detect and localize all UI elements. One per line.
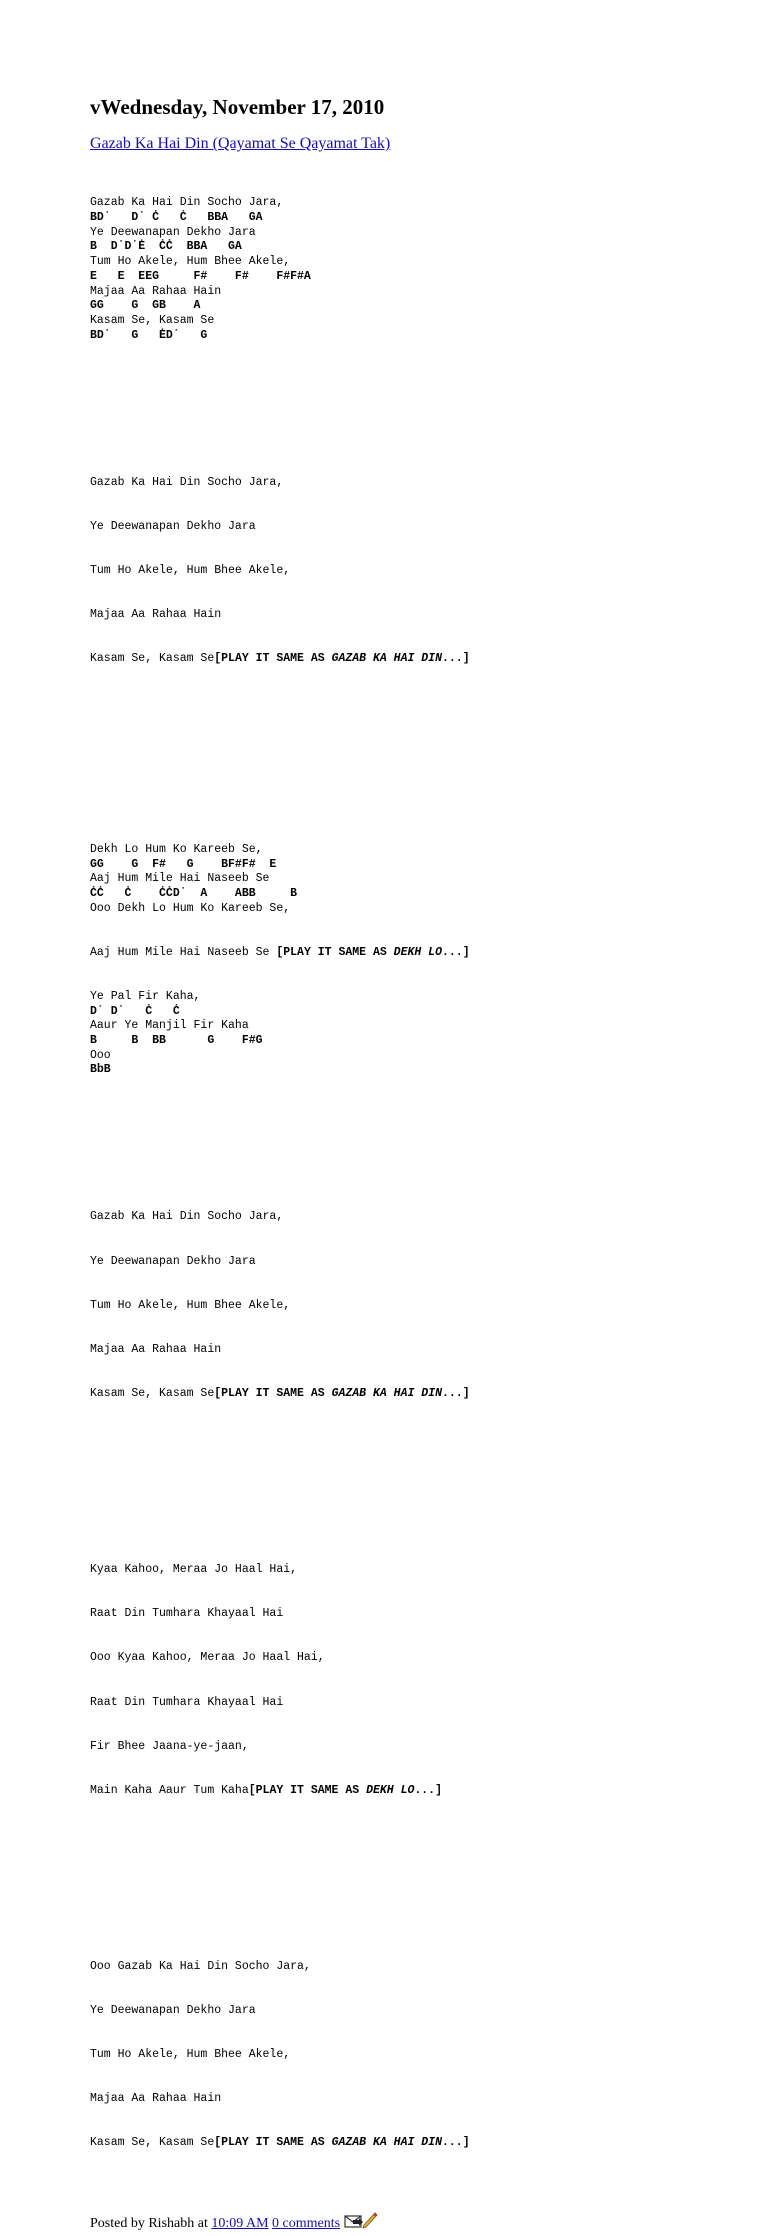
- lyric-line-with-instruction: Kasam Se, Kasam Se[PLAY IT SAME AS GAZAB KA HAI DIN...]: [90, 2136, 470, 2150]
- spacer: [90, 1475, 730, 1490]
- lyric-line: Gazab Ka Hai Din Socho Jara,: [90, 196, 284, 210]
- spacer: [90, 1122, 730, 1137]
- lyric-line: Raat Din Tumhara Khayaal Hai: [90, 1607, 284, 1621]
- post-body: [90, 167, 730, 2210]
- lyric-line: Majaa Aa Rahaa Hain: [90, 284, 222, 298]
- lyric-line-with-instruction: Main Kaha Aaur Tum Kaha[PLAY IT SAME AS DEKH LO...]: [90, 1783, 442, 1797]
- chord-line: B D˙D˙Ė ĊĊ BBA GA: [90, 240, 242, 254]
- lyric-line: Tum Ho Akele, Hum Bhee Akele,: [90, 563, 291, 577]
- bridge: [90, 1534, 730, 1828]
- lyric-line-with-instruction: Aaj Hum Mile Hai Naseeb Se [PLAY IT SAME AS DEKH LO...]: [90, 945, 470, 959]
- chord-line: B B BB G F#G: [90, 1034, 263, 1048]
- lyric-line: Tum Ho Akele, Hum Bhee Akele,: [90, 2048, 291, 2062]
- lyric-line: Gazab Ka Hai Din Socho Jara,: [90, 1210, 284, 1224]
- lyric-line: Majaa Aa Rahaa Hain: [90, 607, 222, 621]
- play-instruction: [PLAY IT SAME AS GAZAB KA HAI DIN...]: [214, 651, 470, 665]
- chorus-repeat-1: [90, 446, 730, 696]
- spacer: [90, 784, 730, 799]
- lyric-line: Ooo Kyaa Kahoo, Meraa Jo Haal Hai,: [90, 1651, 325, 1665]
- lyric-line: Raat Din Tumhara Khayaal Hai: [90, 1695, 284, 1709]
- lyric-line: Ooo: [90, 1048, 111, 1062]
- lyric-line: Fir Bhee Jaana-ye-jaan,: [90, 1739, 249, 1753]
- verse-2b: [90, 990, 730, 1078]
- lyric-line-with-instruction: Kasam Se, Kasam Se[PLAY IT SAME AS GAZAB KA HAI DIN...]: [90, 1386, 470, 1400]
- chord-line: BD˙ G ĖD˙ G: [90, 328, 208, 342]
- lyric-line-with-instruction: Kasam Se, Kasam Se[PLAY IT SAME AS GAZAB KA HAI DIN...]: [90, 651, 470, 665]
- comments-link[interactable]: 0 comments: [272, 2215, 341, 2231]
- lyric-line: Ooo Gazab Ka Hai Din Socho Jara,: [90, 1960, 311, 1974]
- chord-line: BbB: [90, 1063, 111, 1077]
- verse-1: [90, 196, 730, 343]
- play-instruction: [PLAY IT SAME AS DEKH LO...]: [248, 1783, 442, 1797]
- spacer: [90, 387, 730, 402]
- post-footer: [90, 2210, 730, 2236]
- chord-line: BD˙ D˙ Ċ Ċ BBA GA: [90, 211, 263, 225]
- lyric-line: Tum Ho Akele, Hum Bhee Akele,: [90, 255, 291, 269]
- lyric-line: Kyaa Kahoo, Meraa Jo Haal Hai,: [90, 1563, 298, 1577]
- chord-line: GG G F# G BF#F# E: [90, 857, 277, 871]
- email-post-icon[interactable]: [344, 2210, 378, 2236]
- lyric-line: Ye Pal Fir Kaha,: [90, 990, 201, 1003]
- post-time-link[interactable]: 10:09 AM: [211, 2215, 269, 2231]
- lyric-line: Majaa Aa Rahaa Hain: [90, 1342, 222, 1356]
- lyric-line: Ye Deewanapan Dekho Jara: [90, 2004, 256, 2018]
- lyric-line: Ye Deewanapan Dekho Jara: [90, 1254, 256, 1268]
- lyric-line: Ye Deewanapan Dekho Jara: [90, 225, 256, 239]
- lyric-line: Tum Ho Akele, Hum Bhee Akele,: [90, 1298, 291, 1312]
- lyric-line: Dekh Lo Hum Ko Kareeb Se,: [90, 843, 263, 857]
- play-instruction: [PLAY IT SAME AS GAZAB KA HAI DIN...]: [214, 2136, 470, 2150]
- lyric-line: Aaj Hum Mile Hai Naseeb Se: [90, 872, 270, 886]
- lyric-line: Aaur Ye Manjil Fir Kaha: [90, 1019, 249, 1033]
- posted-by: Posted by Rishabh at: [90, 2215, 212, 2231]
- chord-line: GG G GB A: [90, 299, 201, 313]
- spacer: [90, 740, 730, 755]
- date-header: vWednesday, November 17, 2010: [90, 95, 385, 119]
- chord-line: D˙ D˙ Ċ Ċ: [90, 1004, 180, 1018]
- chorus-repeat-2: [90, 1181, 730, 1431]
- chorus-repeat-3: [90, 1931, 730, 2181]
- lyric-line: Ye Deewanapan Dekho Jara: [90, 519, 256, 533]
- lyric-line: Ooo Dekh Lo Hum Ko Kareeb Se,: [90, 901, 291, 915]
- verse-2: [90, 843, 730, 916]
- lyric-line: Majaa Aa Rahaa Hain: [90, 2092, 222, 2106]
- chord-line: E E EEG F# F# F#F#A: [90, 269, 311, 283]
- blog-post: [90, 92, 730, 2236]
- post-title: [90, 134, 730, 154]
- play-instruction: [PLAY IT SAME AS DEKH LO...]: [276, 945, 470, 959]
- post-title-link[interactable]: Gazab Ka Hai Din (Qayamat Se Qayamat Tak): [90, 135, 391, 152]
- spacer: [90, 1872, 730, 1887]
- lyric-line: Gazab Ka Hai Din Socho Jara,: [90, 475, 284, 489]
- lyric-line: Kasam Se, Kasam Se: [90, 313, 215, 327]
- chord-line: ĊĊ Ċ ĊĊD˙ A ABB B: [90, 887, 298, 901]
- play-instruction: [PLAY IT SAME AS GAZAB KA HAI DIN...]: [214, 1386, 470, 1400]
